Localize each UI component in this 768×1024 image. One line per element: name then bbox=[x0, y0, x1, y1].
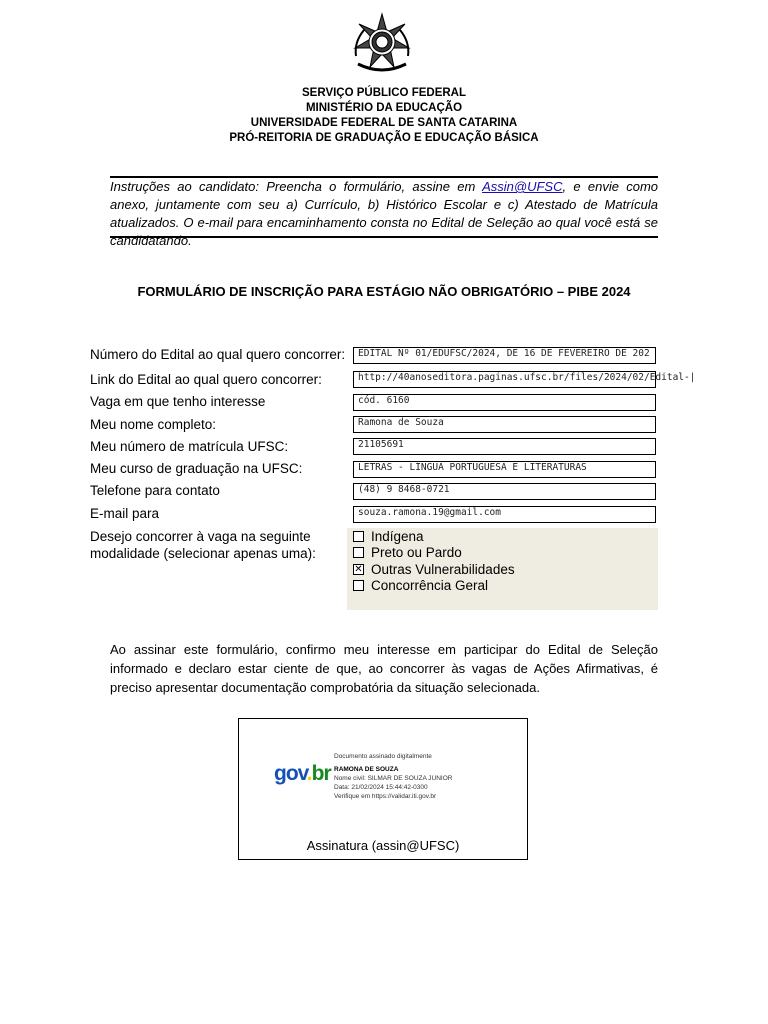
govbr-logo bbox=[274, 762, 331, 786]
option-label: Preto ou Pardo bbox=[371, 545, 462, 560]
signature-caption: Assinatura (assin@UFSC) bbox=[306, 838, 460, 853]
enrollment-field[interactable]: 21105691 bbox=[353, 438, 656, 455]
field-label-phone: Telefone para contato bbox=[90, 483, 220, 498]
field-label-full-name: Meu nome completo: bbox=[90, 417, 217, 432]
email-field[interactable]: souza.ramona.19@gmail.com bbox=[353, 506, 656, 523]
modality-option-concorrencia-geral[interactable] bbox=[353, 578, 488, 593]
modality-option-preto-pardo[interactable] bbox=[353, 545, 462, 560]
checkbox-checked[interactable] bbox=[353, 564, 364, 575]
signature-verify-url: Verifique em https://validar.iti.gov.br bbox=[334, 793, 437, 800]
vacancy-field[interactable]: cód. 6160 bbox=[353, 394, 656, 411]
field-label-edital-link: Link do Edital ao qual quero concorrer: bbox=[90, 372, 322, 387]
instructions-after-link: , e envie como anexo, juntamente com seu a) Currículo, b) Histórico Escolar e c) Atestado de Matrícula atualizados. O e-mail para encaminhamento consta no Edital de Seleção ao qual você está se candidatando. bbox=[110, 179, 659, 248]
govbr-logo-gov: gov bbox=[274, 762, 307, 785]
modality-option-indigena[interactable] bbox=[353, 529, 424, 544]
edital-link-field[interactable]: http://40anoseditora.paginas.ufsc.br/files/2024/02/Edital-| bbox=[353, 371, 656, 388]
field-label-edital-number: Número do Edital ao qual quero concorrer: bbox=[90, 347, 346, 362]
option-label: Outras Vulnerabilidades bbox=[371, 562, 515, 577]
declaration-paragraph: Ao assinar este formulário, confirmo meu interesse em participar do Edital de Seleção informado e declaro estar ciente de que, ao concorrer às vagas de Ações Afirmativas, é preciso apresentar documentação comprobatória da situação selecionada. bbox=[110, 642, 658, 695]
field-label-course: Meu curso de graduação na UFSC: bbox=[90, 461, 303, 476]
checkbox[interactable] bbox=[353, 580, 364, 591]
field-label-enrollment: Meu número de matrícula UFSC: bbox=[90, 439, 289, 454]
institution-header bbox=[0, 86, 768, 146]
header-line: MINISTÉRIO DA EDUCAÇÃO bbox=[305, 102, 463, 114]
option-label: Indígena bbox=[371, 529, 424, 544]
signature-signer-name: RAMONA DE SOUZA bbox=[334, 766, 399, 773]
option-label: Concorrência Geral bbox=[371, 578, 489, 593]
header-line: UNIVERSIDADE FEDERAL DE SANTA CATARINA bbox=[250, 117, 518, 129]
field-label-email: E-mail para bbox=[90, 506, 160, 521]
modality-option-outras-vulnerabilidades[interactable] bbox=[353, 562, 515, 577]
modality-label-line1: Desejo concorrer à vaga na seguinte bbox=[90, 529, 311, 544]
checkbox[interactable] bbox=[353, 547, 364, 558]
edital-number-field[interactable]: EDITAL Nº 01/EDUFSC/2024, DE 16 DE FEVEREIRO DE 202 bbox=[353, 347, 656, 364]
instructions-before-link: Instruções ao candidato: Preencha o formulário, assine em bbox=[110, 179, 483, 194]
header-line: PRÓ-REITORIA DE GRADUAÇÃO E EDUCAÇÃO BÁSICA bbox=[229, 132, 539, 144]
instructions-text bbox=[110, 178, 658, 250]
field-label-vacancy: Vaga em que tenho interesse bbox=[90, 394, 266, 409]
assin-ufsc-link[interactable]: Assin@UFSC bbox=[482, 179, 563, 194]
checkbox[interactable] bbox=[353, 531, 364, 542]
signature-line-digital: Documento assinado digitalmente bbox=[334, 753, 432, 760]
govbr-logo-dot: . bbox=[306, 762, 312, 785]
signature-date: Data: 21/02/2024 15:44:42-0300 bbox=[334, 784, 428, 791]
brasao-emblem-icon bbox=[350, 12, 414, 76]
course-field[interactable]: LETRAS - LÍNGUA PORTUGUESA E LITERATURAS bbox=[353, 461, 656, 478]
header-line: SERVIÇO PÚBLICO FEDERAL bbox=[302, 87, 466, 99]
full-name-field[interactable]: Ramona de Souza bbox=[353, 416, 656, 433]
phone-field[interactable]: (48) 9 8468-0721 bbox=[353, 483, 656, 500]
check-mark-icon: ✕ bbox=[354, 564, 363, 575]
govbr-logo-br: br bbox=[311, 762, 331, 785]
signature-civil-name: Nome civil: SILMAR DE SOUZA JUNIOR bbox=[334, 775, 453, 782]
form-title: FORMULÁRIO DE INSCRIÇÃO PARA ESTÁGIO NÃO OBRIGATÓRIO – PIBE 2024 bbox=[137, 284, 631, 299]
modality-label-line2: modalidade (selecionar apenas uma): bbox=[90, 546, 316, 561]
